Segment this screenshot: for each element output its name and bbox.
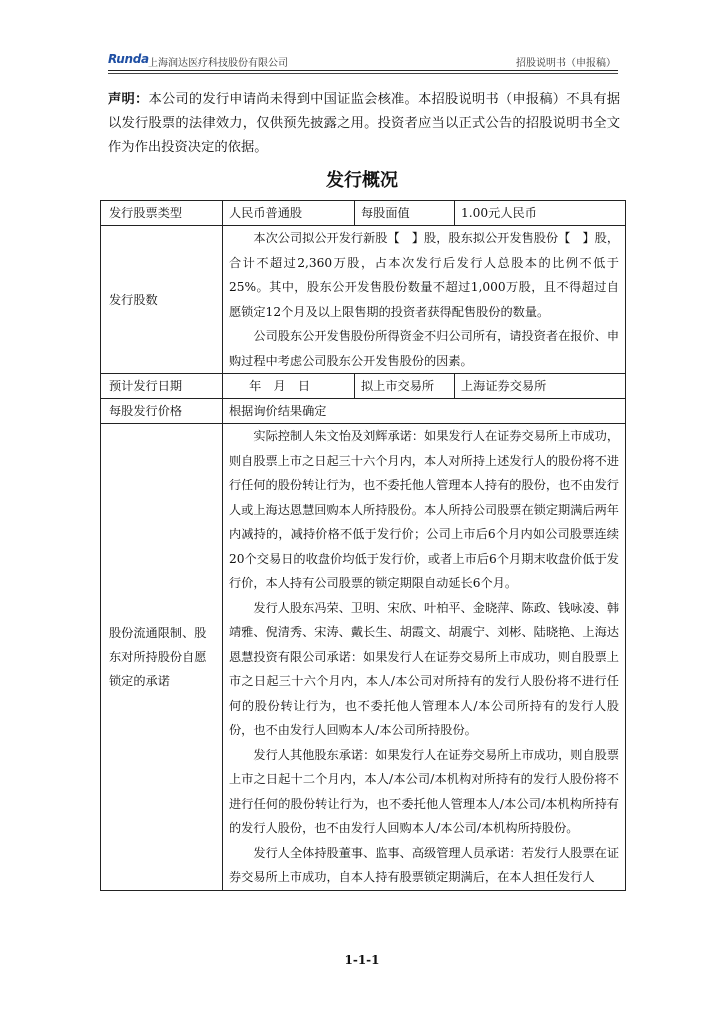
share-count-paragraph: 公司股东公开发售股份所得资金不归公司所有，请投资者在报价、申购过程中考虑公司股东公开发售股份的因素。 (229, 329, 620, 368)
label-share-count: 发行股数 (101, 226, 223, 374)
page-header (108, 50, 618, 70)
label-issue-date: 预计发行日期 (101, 374, 223, 399)
label-par-value: 每股面值 (355, 201, 455, 226)
statement-lead: 声明： (108, 92, 149, 107)
table-row-share-count (101, 226, 626, 374)
statement-text: 本公司的发行申请尚未得到中国证监会核准。本招股说明书（申报稿）不具有据以发行股票的法律效力，仅供预先披露之用。投资者应当以正式公告的招股说明书全文作为作出投资决定的依据。 (108, 92, 621, 155)
value-issue-date: 年 月 日 (223, 374, 355, 399)
value-stock-type: 人民币普通股 (223, 201, 355, 226)
label-lockup: 股份流通限制、股东对所持股份自愿锁定的承诺 (101, 424, 223, 891)
page-number: 1-1-1 (344, 953, 380, 967)
issuance-overview-table (100, 200, 626, 891)
table-row-stock-type (101, 201, 626, 226)
table-row-issue-date (101, 374, 626, 399)
company-name: 上海润达医疗科技股份有限公司 (148, 58, 288, 69)
value-exchange: 上海证券交易所 (455, 374, 626, 399)
label-exchange: 拟上市交易所 (355, 374, 455, 399)
section-title: 发行概况 (326, 170, 398, 191)
lockup-paragraph: 实际控制人朱文怡及刘辉承诺：如果发行人在证券交易所上市成功，则自股票上市之日起三十六个月内，本人对所持上述发行人的股份将不进行任何的股份转让行为，也不委托他人管理本人持有的股份，也不由发行人或上海达恩慧回购本人所持股份。本人所持公司股票在锁定期满后两年内减持的，减持价格不低于发行价；公司上市后6个月内如公司股票连续20个交易日的收盘价均低于发行价，或者上市后6个月期末收盘价低于发行价，本人持有公司股票的锁定期限自动延长6个月。 (229, 429, 620, 590)
lockup-paragraph: 发行人其他股东承诺：如果发行人在证券交易所上市成功，则自股票上市之日起十二个月内，本人/本公司/本机构对所持有的发行人股份将不进行任何的股份转让行为，也不委托他人管理本人/本公司/本机构所持有的发行人股份，也不由发行人回购本人/本公司/本机构所持股份。 (229, 747, 620, 835)
value-issue-price: 根据询价结果确定 (223, 399, 626, 424)
header-rule (108, 70, 618, 71)
share-count-paragraph: 本次公司拟公开发行新股【 】股，股东拟公开发售股份【 】股，合计不超过2,360万股，占本次发行后发行人总股本的比例不低于25%。其中，股东公开发售股份数量不超过1,000万股，且不得超过自愿锁定12个月及以上限售期的投资者获得配售股份的数量。 (229, 231, 620, 319)
table-row-issue-price (101, 399, 626, 424)
lockup-paragraph: 发行人全体持股董事、监事、高级管理人员承诺：若发行人股票在证券交易所上市成功，自本人持有股票锁定期满后，在本人担任发行人 (229, 845, 620, 884)
label-stock-type: 发行股票类型 (101, 201, 223, 226)
table-row-lockup (101, 424, 626, 891)
document-title: 招股说明书（申报稿） (516, 58, 616, 69)
value-share-count (223, 226, 626, 374)
label-issue-price: 每股发行价格 (101, 399, 223, 424)
company-logo: Runda (108, 52, 149, 66)
disclaimer-statement (108, 88, 620, 160)
lockup-paragraph: 发行人股东冯荣、卫明、宋欣、叶柏平、金晓萍、陈政、钱咏凌、韩靖雅、倪清秀、宋涛、戴长生、胡霞文、胡震宁、刘彬、陆晓艳、上海达恩慧投资有限公司承诺：如果发行人在证券交易所上市成功，则自股票上市之日起三十六个月内，本人/本公司对所持有的发行人股份将不进行任何的股份转让行为，也不委托他人管理本人/本公司所持有的发行人股份，也不由发行人回购本人/本公司所持股份。 (229, 600, 620, 737)
value-lockup (223, 424, 626, 891)
header-rule-thin (108, 73, 618, 74)
value-par-value: 1.00元人民币 (455, 201, 626, 226)
